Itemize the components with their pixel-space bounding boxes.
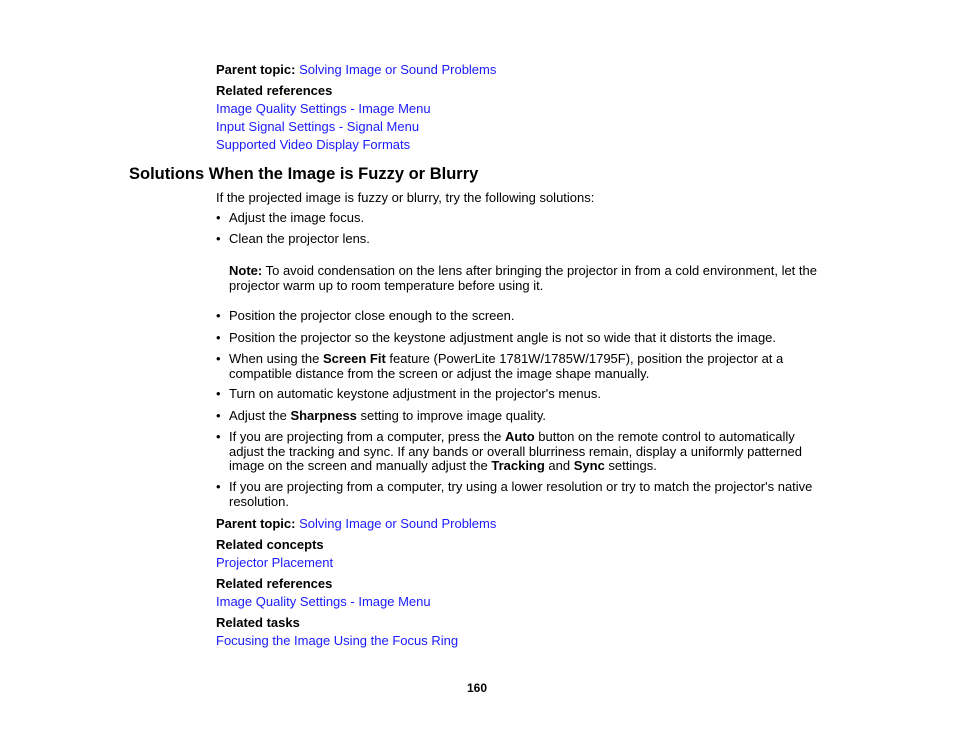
parent-topic-link[interactable]: Solving Image or Sound Problems [299, 516, 497, 531]
list-item [216, 480, 822, 509]
list-item-text: Turn on automatic keystone adjustment in the projector's menus. [229, 386, 601, 401]
bullet-icon: • [216, 386, 221, 401]
list-item [216, 430, 812, 474]
related-reference-link[interactable]: Image Quality Settings - Image Menu [216, 594, 431, 609]
related-task-link[interactable]: Focusing the Image Using the Focus Ring [216, 633, 459, 648]
ui-term-tracking: Tracking [491, 458, 545, 474]
bullet-icon: • [216, 351, 221, 366]
parent-topic-label: Parent topic: [216, 62, 296, 77]
intro-paragraph: If the projected image is fuzzy or blurry, try the following solutions: [216, 190, 595, 205]
list-item [216, 309, 816, 324]
bullet-icon: • [216, 429, 221, 444]
text-run: feature (PowerLite 1781W/1785W/1795F), position the projector at a compatible distance from the screen or adjust the image shape manually. [229, 351, 784, 381]
list-item-text: Position the projector so the keystone adjustment angle is not so wide that it distorts the image. [229, 330, 777, 345]
bullet-icon: • [216, 330, 221, 345]
text-run: If you are projecting from a computer, press the [229, 429, 506, 444]
ui-term-screen-fit: Screen Fit [322, 351, 386, 366]
related-reference-link[interactable]: Input Signal Settings - Signal Menu [216, 119, 420, 134]
bullet-icon: • [216, 308, 221, 323]
list-item-text [229, 430, 812, 474]
parent-topic-line-bottom [216, 516, 496, 531]
list-item [216, 331, 816, 346]
list-item [216, 232, 816, 247]
related-concepts-heading: Related concepts [216, 537, 324, 552]
parent-topic-link[interactable]: Solving Image or Sound Problems [299, 62, 497, 77]
text-run: setting to improve image quality. [356, 408, 546, 423]
related-references-heading: Related references [216, 83, 333, 98]
related-reference-link[interactable]: Image Quality Settings - Image Menu [216, 101, 431, 116]
bullet-icon: • [216, 408, 221, 423]
list-item-text [229, 409, 816, 424]
parent-topic-label: Parent topic: [216, 516, 296, 531]
list-item-text: If you are projecting from a computer, try using a lower resolution or try to match the projector's native resolution. [229, 479, 813, 509]
ui-term-sharpness: Sharpness [290, 408, 357, 423]
related-references-heading: Related references [216, 576, 333, 591]
note-text: To avoid condensation on the lens after bringing the projector in from a cold environment, let the projector warm up to room temperature before using it. [229, 263, 817, 293]
related-concept-link[interactable]: Projector Placement [216, 555, 334, 570]
note-label: Note: [229, 263, 263, 278]
text-run: button on the remote control to automatically adjust the tracking and sync. If any bands or overall blurriness remain, display a uniformly patterned image on the screen and manually adjust the [229, 429, 803, 474]
text-run: and [544, 458, 574, 474]
bullet-icon: • [216, 210, 221, 225]
related-reference-link[interactable]: Supported Video Display Formats [216, 137, 411, 152]
section-title: Solutions When the Image is Fuzzy or Blurry [129, 165, 479, 183]
ui-term-sync: Sync [573, 458, 605, 474]
text-run: When using the [229, 351, 323, 366]
bullet-icon: • [216, 231, 221, 246]
list-item [216, 352, 796, 381]
page-number: 160 [466, 681, 488, 695]
text-run: Adjust the [229, 408, 291, 423]
bullet-icon: • [216, 479, 221, 494]
list-item-text: Position the projector close enough to the screen. [229, 308, 515, 323]
list-item-text: Clean the projector lens. [229, 231, 370, 246]
list-item [216, 409, 816, 424]
ui-term-auto: Auto [505, 429, 535, 444]
parent-topic-line-top [216, 62, 496, 77]
list-item-text: Adjust the image focus. [229, 210, 365, 225]
list-item [216, 387, 816, 402]
list-item-text [229, 352, 796, 381]
list-item [216, 211, 816, 226]
related-tasks-heading: Related tasks [216, 615, 300, 630]
note-paragraph [229, 263, 829, 293]
text-run: settings. [604, 458, 657, 474]
